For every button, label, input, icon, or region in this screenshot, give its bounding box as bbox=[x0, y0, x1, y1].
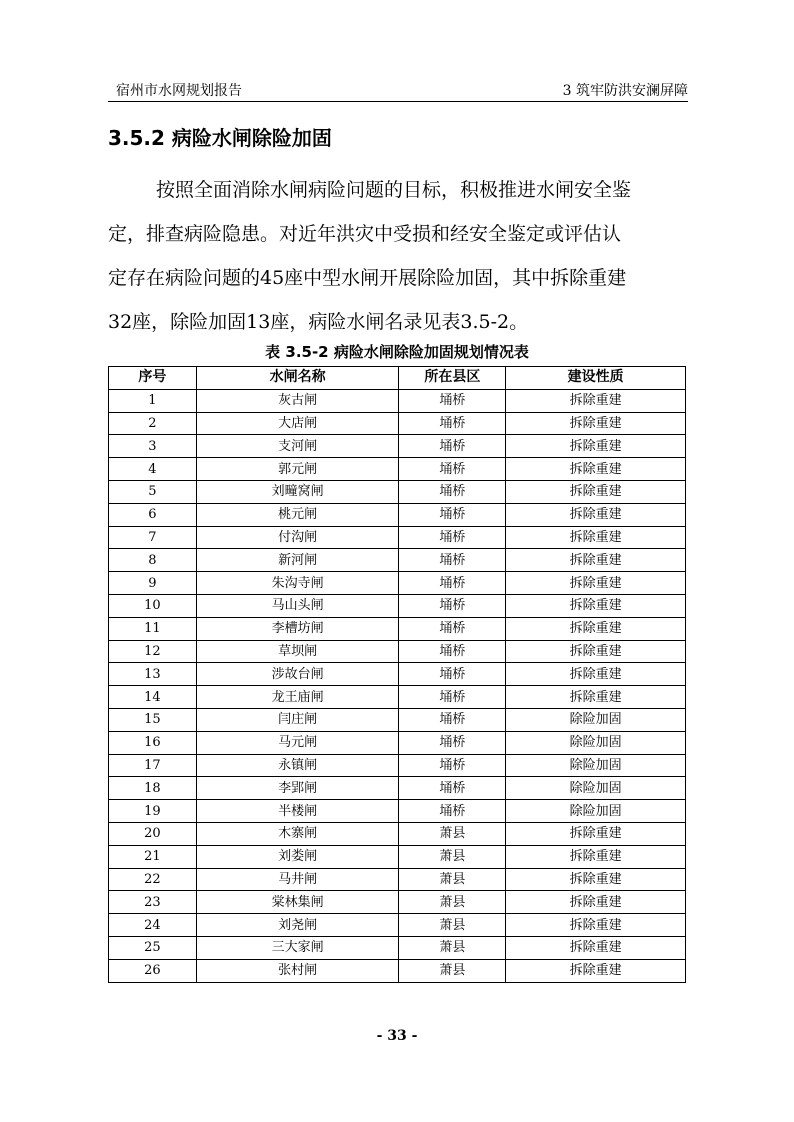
cell-index: 12 bbox=[109, 640, 197, 663]
table-row bbox=[109, 640, 686, 663]
table-row bbox=[109, 617, 686, 640]
cell-construction-type: 除险加固 bbox=[506, 777, 686, 800]
table-header-row bbox=[109, 367, 686, 390]
table-row bbox=[109, 389, 686, 412]
cell-county: 埇桥 bbox=[399, 663, 506, 686]
cell-county: 萧县 bbox=[399, 845, 506, 868]
cell-county: 埇桥 bbox=[399, 458, 506, 481]
cell-construction-type: 拆除重建 bbox=[506, 412, 686, 435]
cell-construction-type: 拆除重建 bbox=[506, 389, 686, 412]
table-row bbox=[109, 959, 686, 982]
table-row bbox=[109, 708, 686, 731]
cell-county: 萧县 bbox=[399, 936, 506, 959]
cell-sluice-name: 李槽坊闸 bbox=[196, 617, 399, 640]
cell-county: 萧县 bbox=[399, 822, 506, 845]
cell-sluice-name: 闫庄闸 bbox=[196, 708, 399, 731]
cell-county: 萧县 bbox=[399, 959, 506, 982]
cell-county: 埇桥 bbox=[399, 572, 506, 595]
cell-county: 萧县 bbox=[399, 868, 506, 891]
cell-sluice-name: 付沟闸 bbox=[196, 526, 399, 549]
cell-index: 7 bbox=[109, 526, 197, 549]
cell-index: 22 bbox=[109, 868, 197, 891]
cell-index: 2 bbox=[109, 412, 197, 435]
cell-county: 埇桥 bbox=[399, 412, 506, 435]
cell-construction-type: 拆除重建 bbox=[506, 435, 686, 458]
cell-construction-type: 拆除重建 bbox=[506, 914, 686, 937]
header-divider bbox=[108, 101, 688, 102]
cell-construction-type: 拆除重建 bbox=[506, 572, 686, 595]
cell-index: 14 bbox=[109, 686, 197, 709]
column-header-sluice-name: 水闸名称 bbox=[196, 367, 399, 390]
cell-county: 埇桥 bbox=[399, 435, 506, 458]
cell-construction-type: 拆除重建 bbox=[506, 480, 686, 503]
cell-construction-type: 除险加固 bbox=[506, 708, 686, 731]
cell-sluice-name: 桃元闸 bbox=[196, 503, 399, 526]
table-row bbox=[109, 549, 686, 572]
cell-sluice-name: 马井闸 bbox=[196, 868, 399, 891]
cell-county: 萧县 bbox=[399, 914, 506, 937]
cell-county: 埇桥 bbox=[399, 686, 506, 709]
paragraph-line: 定存在病险问题的45座中型水闸开展除险加固，其中拆除重建 bbox=[108, 267, 627, 289]
cell-construction-type: 拆除重建 bbox=[506, 891, 686, 914]
cell-index: 23 bbox=[109, 891, 197, 914]
cell-sluice-name: 李郢闸 bbox=[196, 777, 399, 800]
paragraph-line: 32座，除险加固13座，病险水闸名录见表3.5-2。 bbox=[108, 311, 529, 333]
table-row bbox=[109, 800, 686, 823]
cell-sluice-name: 张村闸 bbox=[196, 959, 399, 982]
page-number: - 33 - bbox=[376, 1028, 418, 1044]
paragraph-line: 定，排查病险隐患。对近年洪灾中受损和经安全鉴定或评估认 bbox=[108, 223, 622, 245]
cell-sluice-name: 马元闸 bbox=[196, 731, 399, 754]
cell-sluice-name: 草坝闸 bbox=[196, 640, 399, 663]
cell-index: 5 bbox=[109, 480, 197, 503]
cell-county: 埇桥 bbox=[399, 389, 506, 412]
table-row bbox=[109, 572, 686, 595]
cell-sluice-name: 木寨闸 bbox=[196, 822, 399, 845]
cell-construction-type: 拆除重建 bbox=[506, 640, 686, 663]
table-row bbox=[109, 891, 686, 914]
cell-index: 19 bbox=[109, 800, 197, 823]
table-row bbox=[109, 663, 686, 686]
column-header-index: 序号 bbox=[109, 367, 197, 390]
cell-index: 13 bbox=[109, 663, 197, 686]
cell-index: 17 bbox=[109, 754, 197, 777]
cell-construction-type: 除险加固 bbox=[506, 731, 686, 754]
cell-construction-type: 拆除重建 bbox=[506, 936, 686, 959]
cell-index: 16 bbox=[109, 731, 197, 754]
cell-sluice-name: 刘娄闸 bbox=[196, 845, 399, 868]
cell-index: 3 bbox=[109, 435, 197, 458]
cell-construction-type: 拆除重建 bbox=[506, 458, 686, 481]
header-report-title: 宿州市水网规划报告 bbox=[116, 83, 242, 99]
cell-index: 9 bbox=[109, 572, 197, 595]
cell-index: 8 bbox=[109, 549, 197, 572]
cell-construction-type: 拆除重建 bbox=[506, 617, 686, 640]
cell-county: 埇桥 bbox=[399, 526, 506, 549]
column-header-construction-type: 建设性质 bbox=[506, 367, 686, 390]
cell-sluice-name: 马山头闸 bbox=[196, 594, 399, 617]
cell-sluice-name: 永镇闸 bbox=[196, 754, 399, 777]
cell-construction-type: 拆除重建 bbox=[506, 503, 686, 526]
cell-construction-type: 拆除重建 bbox=[506, 822, 686, 845]
cell-index: 15 bbox=[109, 708, 197, 731]
cell-county: 埇桥 bbox=[399, 754, 506, 777]
table-row bbox=[109, 594, 686, 617]
cell-sluice-name: 刘疃窝闸 bbox=[196, 480, 399, 503]
cell-sluice-name: 新河闸 bbox=[196, 549, 399, 572]
table-row bbox=[109, 731, 686, 754]
cell-sluice-name: 刘尧闸 bbox=[196, 914, 399, 937]
cell-index: 6 bbox=[109, 503, 197, 526]
cell-construction-type: 拆除重建 bbox=[506, 686, 686, 709]
cell-county: 埇桥 bbox=[399, 594, 506, 617]
table-caption: 表 3.5-2 病险水闸除险加固规划情况表 bbox=[265, 343, 529, 361]
header-chapter-title: 3 筑牢防洪安澜屏障 bbox=[562, 83, 688, 99]
cell-county: 埇桥 bbox=[399, 617, 506, 640]
sluice-table bbox=[108, 366, 686, 983]
cell-county: 埇桥 bbox=[399, 480, 506, 503]
cell-index: 21 bbox=[109, 845, 197, 868]
cell-construction-type: 拆除重建 bbox=[506, 959, 686, 982]
table-row bbox=[109, 480, 686, 503]
cell-county: 萧县 bbox=[399, 891, 506, 914]
table-row bbox=[109, 458, 686, 481]
cell-sluice-name: 棠林集闸 bbox=[196, 891, 399, 914]
cell-sluice-name: 涉故台闸 bbox=[196, 663, 399, 686]
cell-county: 埇桥 bbox=[399, 640, 506, 663]
cell-index: 18 bbox=[109, 777, 197, 800]
column-header-county: 所在县区 bbox=[399, 367, 506, 390]
cell-index: 20 bbox=[109, 822, 197, 845]
cell-sluice-name: 三大家闸 bbox=[196, 936, 399, 959]
table-row bbox=[109, 754, 686, 777]
cell-county: 埇桥 bbox=[399, 777, 506, 800]
table-row bbox=[109, 936, 686, 959]
body-paragraph bbox=[108, 168, 688, 344]
table-row bbox=[109, 412, 686, 435]
cell-index: 11 bbox=[109, 617, 197, 640]
table-body bbox=[109, 389, 686, 982]
cell-sluice-name: 灰古闸 bbox=[196, 389, 399, 412]
cell-index: 24 bbox=[109, 914, 197, 937]
table-row bbox=[109, 914, 686, 937]
page-header bbox=[108, 80, 688, 100]
cell-county: 埇桥 bbox=[399, 708, 506, 731]
cell-county: 埇桥 bbox=[399, 503, 506, 526]
cell-construction-type: 拆除重建 bbox=[506, 594, 686, 617]
cell-sluice-name: 郭元闸 bbox=[196, 458, 399, 481]
cell-sluice-name: 朱沟寺闸 bbox=[196, 572, 399, 595]
cell-index: 10 bbox=[109, 594, 197, 617]
table-row bbox=[109, 435, 686, 458]
cell-sluice-name: 支河闸 bbox=[196, 435, 399, 458]
table-row bbox=[109, 686, 686, 709]
table-row bbox=[109, 526, 686, 549]
table-row bbox=[109, 868, 686, 891]
cell-construction-type: 拆除重建 bbox=[506, 868, 686, 891]
table-row bbox=[109, 503, 686, 526]
cell-county: 埇桥 bbox=[399, 800, 506, 823]
cell-index: 4 bbox=[109, 458, 197, 481]
cell-index: 1 bbox=[109, 389, 197, 412]
cell-construction-type: 拆除重建 bbox=[506, 845, 686, 868]
cell-sluice-name: 大店闸 bbox=[196, 412, 399, 435]
cell-construction-type: 拆除重建 bbox=[506, 549, 686, 572]
cell-county: 埇桥 bbox=[399, 731, 506, 754]
cell-index: 25 bbox=[109, 936, 197, 959]
table-row bbox=[109, 777, 686, 800]
table-row bbox=[109, 822, 686, 845]
cell-construction-type: 除险加固 bbox=[506, 800, 686, 823]
cell-county: 埇桥 bbox=[399, 549, 506, 572]
cell-sluice-name: 半楼闸 bbox=[196, 800, 399, 823]
cell-construction-type: 拆除重建 bbox=[506, 526, 686, 549]
section-title: 3.5.2 病险水闸除险加固 bbox=[108, 126, 332, 150]
cell-index: 26 bbox=[109, 959, 197, 982]
cell-construction-type: 拆除重建 bbox=[506, 663, 686, 686]
table-row bbox=[109, 845, 686, 868]
cell-sluice-name: 龙王庙闸 bbox=[196, 686, 399, 709]
paragraph-line: 按照全面消除水闸病险问题的目标，积极推进水闸安全鉴 bbox=[156, 179, 632, 201]
cell-construction-type: 除险加固 bbox=[506, 754, 686, 777]
